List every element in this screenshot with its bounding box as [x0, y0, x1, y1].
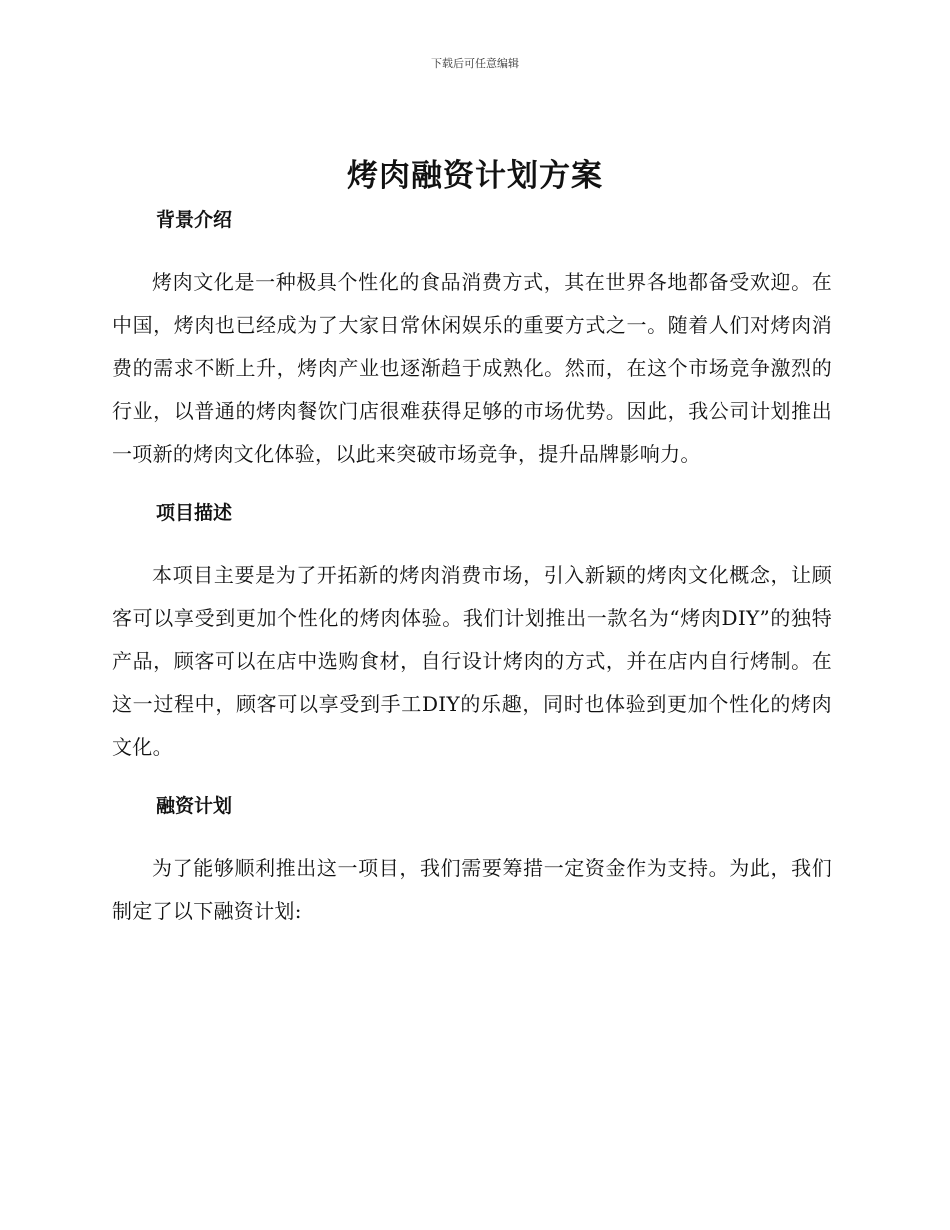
- section-paragraph-project: 本项目主要是为了开拓新的烤肉消费市场，引入新颖的烤肉文化概念，让顾客可以享受到更加个性化的烤肉体验。我们计划推出一款名为“烤肉DIY”的独特产品，顾客可以在店中选购食材，自行设计烤肉的方式，并在店内自行烤制。在这一过程中，顾客可以享受到手工DIY的乐趣，同时也体验到更加个性化的烤肉文化。: [112, 563, 832, 759]
- section-paragraph-financing: 为了能够顺利推出这一项目，我们需要筹措一定资金作为支持。为此，我们制定了以下融资计划:: [112, 856, 832, 923]
- document-body: [112, 205, 832, 933]
- document-title: 烤肉融资计划方案: [347, 158, 603, 194]
- section-heading-background: 背景介绍: [156, 209, 233, 231]
- section-paragraph-background: 烤肉文化是一种极具个性化的食品消费方式，其在世界各地都备受欢迎。在中国，烤肉也已经成为了大家日常休闲娱乐的重要方式之一。随着人们对烤肉消费的需求不断上升，烤肉产业也逐渐趋于成熟化。然而，在这个市场竞争激烈的行业，以普通的烤肉餐饮门店很难获得足够的市场优势。因此，我公司计划推出一项新的烤肉文化体验，以此来突破市场竞争，提升品牌影响力。: [112, 270, 832, 466]
- section-heading-project: 项目描述: [156, 502, 233, 524]
- section-heading-financing: 融资计划: [156, 795, 233, 817]
- header-note: 下载后可任意编辑: [431, 57, 519, 70]
